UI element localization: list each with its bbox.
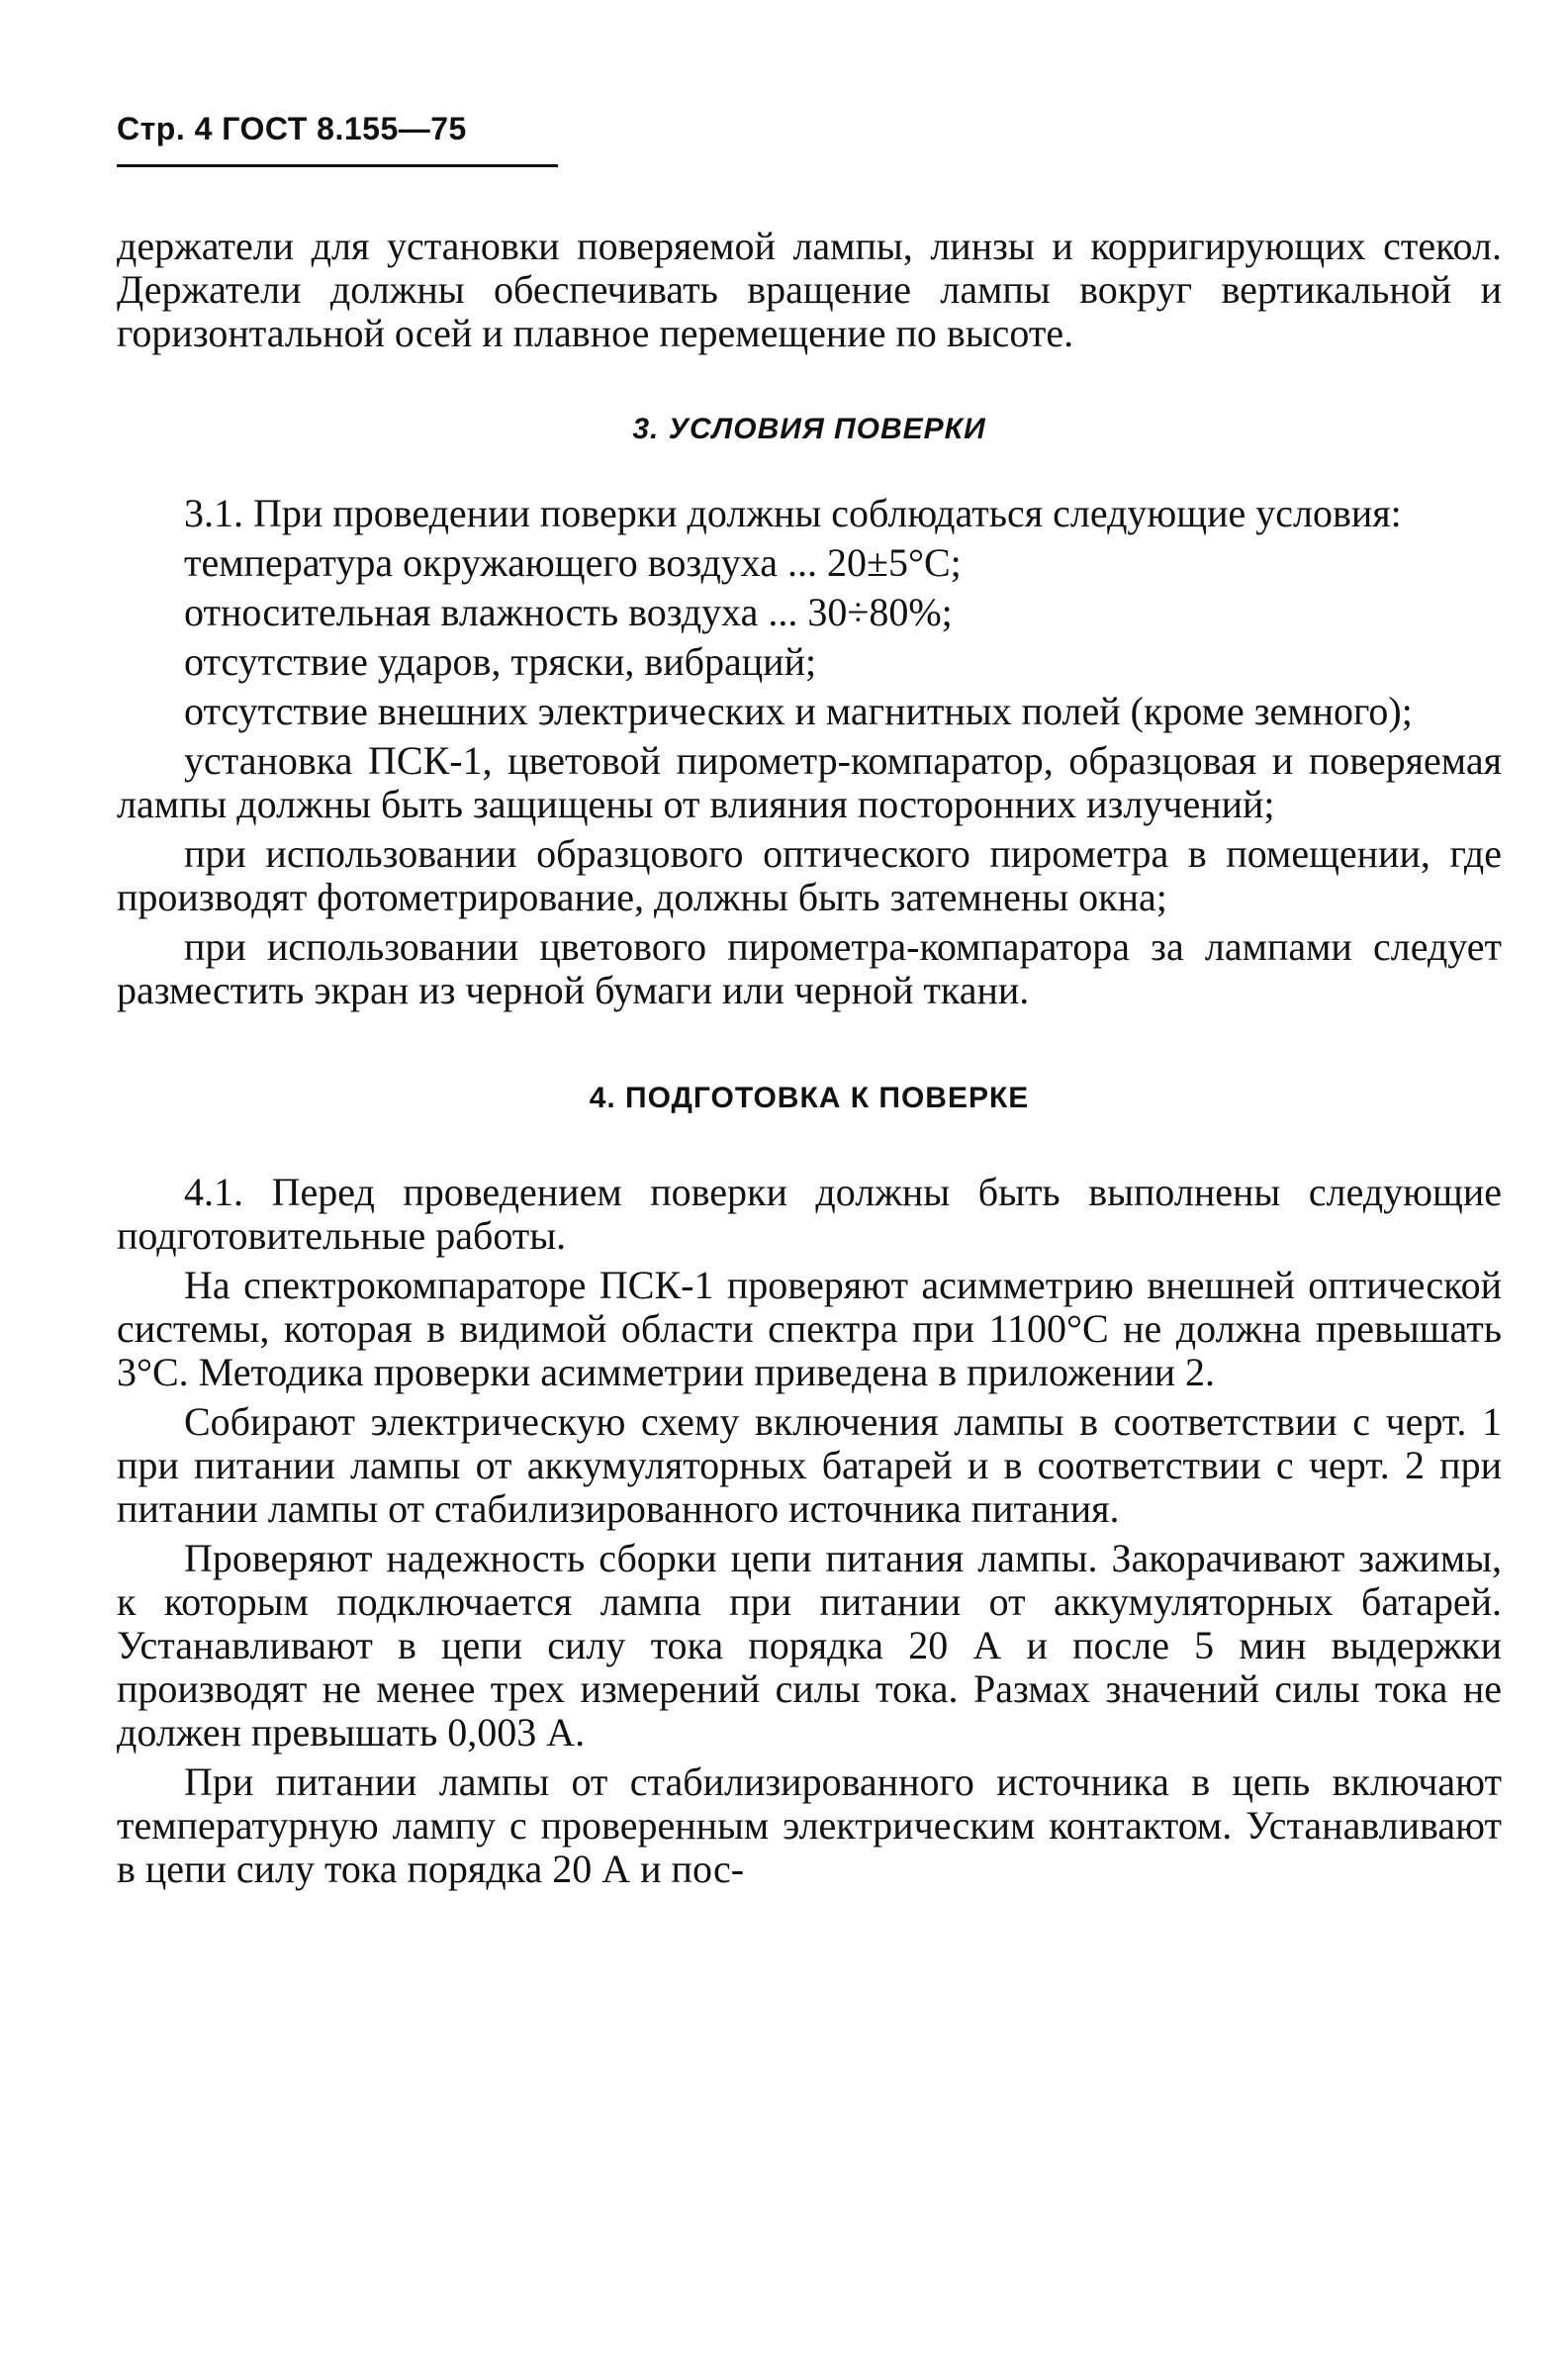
condition-windows: при использовании образцового оптического пирометра в помещении, где производят фотометрирование, должны быть затемнены окна; — [117, 831, 1502, 919]
condition-screen: при использовании цветового пирометра-компаратора за лампами следует разместить экран из черной бумаги или черной ткани. — [117, 924, 1502, 1012]
condition-temperature: температура окружающего воздуха ... 20±5°С; — [184, 540, 962, 585]
document-page — [117, 111, 1502, 1891]
section-4-title: 4. ПОДГОТОВКА К ПОВЕРКЕ — [589, 1082, 1030, 1114]
section-3-title: 3. УСЛОВИЯ ПОВЕРКИ — [632, 413, 986, 445]
running-head: Стр. 4 ГОСТ 8.155—75 — [117, 111, 467, 146]
section-4-paragraph-4: Проверяют надежность сборки цепи питания лампы. Закорачивают зажимы, к которым подключается лампа при питании от аккумуляторных батарей. Устанавливают в цепи силу тока порядка 20 А и после 5 мин выдержки производят не менее трех измерений силы тока. Размах значений силы тока не должен превышать 0,003 А. — [117, 1536, 1502, 1755]
condition-humidity: относительная влажность воздуха ... 30÷80%; — [184, 590, 953, 634]
condition-radiation: установка ПСК-1, цветовой пирометр-компаратор, образцовая и поверяемая лампы должны быть защищены от влияния посторонних излучений; — [117, 738, 1502, 826]
section-4-paragraph-5: При питании лампы от стабилизированного источника в цепь включают температурную лампу с проверенным электрическим контактом. Устанавливают в цепи силу тока порядка 20 А и пос- — [117, 1759, 1502, 1891]
paragraph-continuation: держатели для установки поверяемой лампы, линзы и корригирующих стекол. Держатели должны обеспечивать вращение лампы вокруг вертикальной и горизонтальной осей и плавное перемещение по высоте. — [117, 224, 1502, 355]
head-rule — [117, 164, 558, 167]
section-3-paragraph-1: 3.1. При проведении поверки должны соблюдаться следующие условия: — [184, 491, 1402, 535]
section-4-paragraph-2: На спектрокомпараторе ПСК-1 проверяют асимметрию внешней оптической системы, которая в видимой области спектра при 1100°С не должна превышать 3°С. Методика проверки асимметрии приведена в приложении 2. — [117, 1263, 1502, 1394]
condition-vibration: отсутствие ударов, тряски, вибраций; — [184, 639, 817, 684]
condition-fields: отсутствие внешних электрических и магнитных полей (кроме земного); — [184, 689, 1413, 733]
section-4-paragraph-3: Собирают электрическую схему включения лампы в соответствии с черт. 1 при питании лампы от аккумуляторных батарей и в соответствии с черт. 2 при питании лампы от стабилизированного источника питания. — [117, 1399, 1502, 1531]
section-4-paragraph-1: 4.1. Перед проведением поверки должны быть выполнены следующие подготовительные работы. — [117, 1170, 1502, 1258]
